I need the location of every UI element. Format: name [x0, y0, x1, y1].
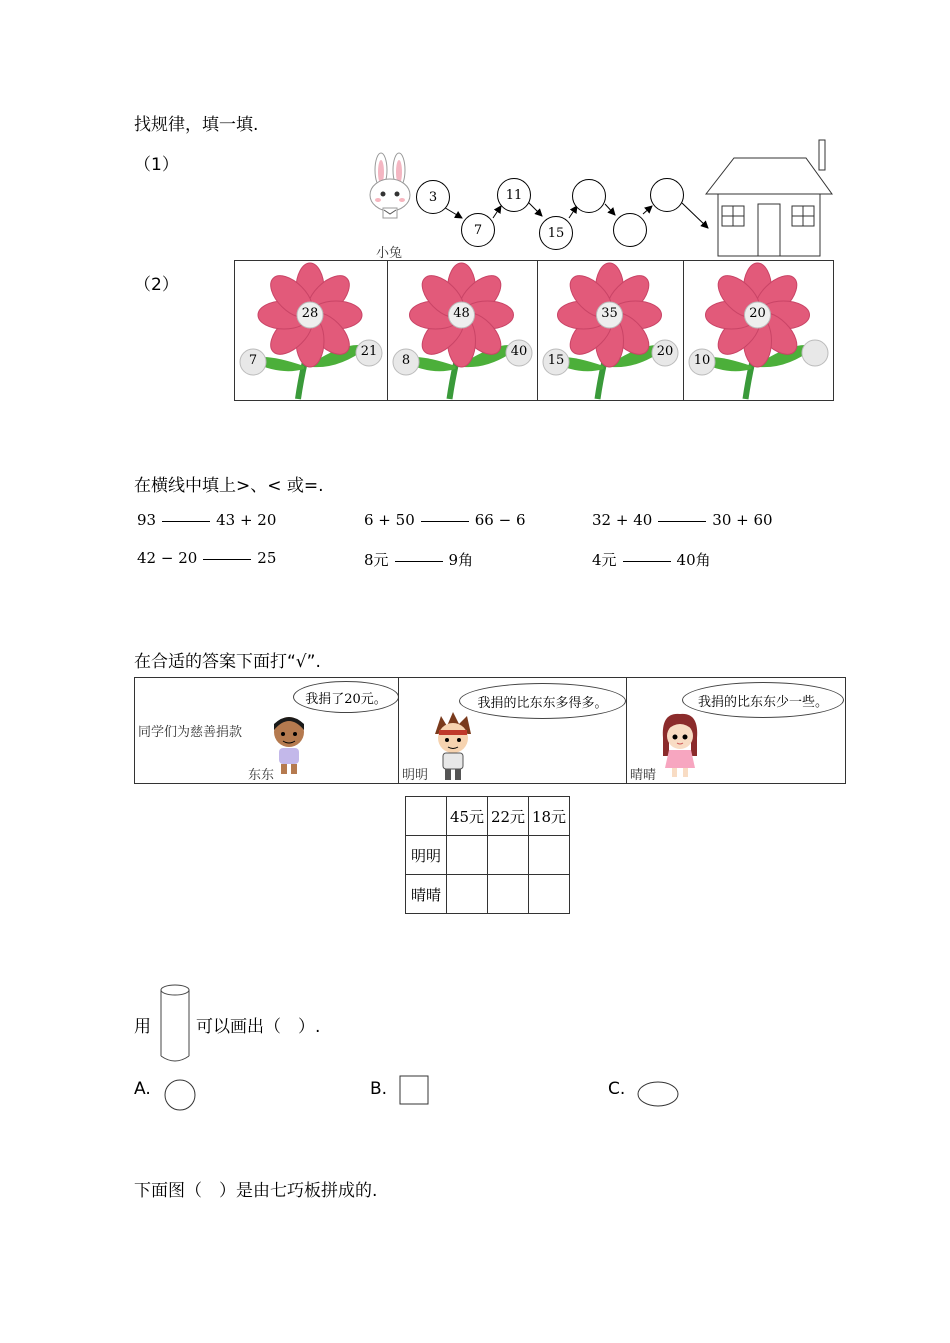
flower-icon	[388, 261, 539, 402]
compare-item-2	[364, 511, 526, 529]
compare-right: 40角	[676, 551, 711, 569]
compare-left: 6 + 50	[364, 511, 415, 529]
table-row	[406, 836, 570, 875]
answer-blank[interactable]	[162, 520, 210, 522]
compare-left: 8元	[364, 551, 389, 569]
compare-right: 25	[257, 549, 277, 567]
flower-icon	[235, 261, 389, 402]
answer-blank[interactable]	[658, 520, 706, 522]
flower-right-number: 21	[360, 344, 378, 359]
flower-panel	[387, 260, 538, 401]
answer-cell[interactable]	[529, 836, 570, 875]
table-header: 22元	[488, 797, 529, 836]
cylinder-icon	[158, 982, 192, 1064]
flower-right-number: 40	[510, 344, 528, 359]
sequence-circle[interactable]	[650, 178, 684, 212]
circle-shape-icon[interactable]	[163, 1078, 197, 1112]
panel-dongdong	[134, 677, 399, 784]
flower-right-number: 20	[656, 344, 674, 359]
flower-center-number: 20	[749, 306, 766, 321]
name-dongdong: 东东	[248, 768, 275, 783]
compare-item-6	[592, 549, 711, 570]
table-header: 45元	[447, 797, 488, 836]
compare-left: 32 + 40	[592, 511, 653, 529]
flower-left-number: 10	[693, 353, 711, 368]
row-label: 晴晴	[406, 875, 447, 914]
compare-left: 4元	[592, 551, 617, 569]
answer-cell[interactable]	[447, 875, 488, 914]
table-header: 18元	[529, 797, 570, 836]
flower-icon	[538, 261, 685, 402]
q2-title: 在横线中填上>、< 或=.	[134, 476, 324, 496]
panel-mingming	[398, 677, 627, 784]
sequence-circle[interactable]	[572, 179, 606, 213]
answer-cell[interactable]	[529, 875, 570, 914]
house-icon	[704, 138, 836, 258]
answer-cell[interactable]	[488, 875, 529, 914]
answer-blank[interactable]	[395, 560, 443, 562]
sequence-circle: 7	[461, 213, 495, 247]
option-a-label[interactable]: A.	[134, 1079, 151, 1099]
answer-blank[interactable]	[421, 520, 469, 522]
compare-right: 9角	[448, 551, 474, 569]
answer-cell[interactable]	[447, 836, 488, 875]
name-qingqing: 晴晴	[630, 768, 657, 783]
flower-center-number: 35	[601, 306, 618, 321]
q4-prefix: 用	[134, 1017, 151, 1037]
flower-center-number: 28	[301, 306, 319, 321]
flower-panel	[537, 260, 684, 401]
q1-part1-label: （1）	[134, 155, 179, 175]
flower-panel	[234, 260, 388, 401]
sequence-circle: 11	[497, 178, 531, 212]
boy-dongdong-icon	[269, 712, 309, 776]
compare-left: 42 − 20	[137, 549, 198, 567]
option-c-label[interactable]: C.	[608, 1079, 626, 1099]
compare-left: 93	[137, 511, 157, 529]
flower-left-number: 15	[547, 353, 565, 368]
flower-center-number: 48	[453, 306, 470, 321]
name-mingming: 明明	[402, 768, 429, 783]
compare-item-1	[137, 511, 276, 529]
compare-item-4	[137, 549, 276, 567]
flower-panel	[683, 260, 834, 401]
q3-title: 在合适的答案下面打“√”.	[134, 652, 321, 672]
panel-caption: 同学们为慈善捐款	[138, 725, 243, 740]
flower-icon	[684, 261, 835, 402]
compare-right: 66 − 6	[474, 511, 526, 529]
compare-right: 43 + 20	[216, 511, 277, 529]
q1-title: 找规律，填一填.	[134, 115, 259, 135]
panel-qingqing	[626, 677, 846, 784]
speech-bubble: 我捐的比东东多得多。	[459, 683, 626, 719]
row-label: 明明	[406, 836, 447, 875]
table-row	[406, 875, 570, 914]
answer-table	[405, 796, 570, 914]
speech-bubble: 我捐的比东东少一些。	[682, 682, 844, 718]
speech-bubble: 我捐了20元。	[293, 681, 399, 713]
compare-right: 30 + 60	[712, 511, 773, 529]
option-b-label[interactable]: B.	[370, 1079, 388, 1099]
rabbit-caption: 小兔	[376, 246, 403, 261]
answer-blank[interactable]	[203, 558, 251, 560]
q4-suffix: 可以画出（ ）.	[196, 1017, 321, 1037]
flower-left-number: 8	[401, 353, 411, 368]
table-header-row	[406, 797, 570, 836]
boy-mingming-icon	[431, 712, 475, 782]
square-shape-icon[interactable]	[399, 1075, 431, 1107]
table-header	[406, 797, 447, 836]
q1-part2-label: （2）	[134, 275, 179, 295]
compare-item-5	[364, 549, 473, 570]
compare-item-3	[592, 511, 773, 529]
girl-qingqing-icon	[659, 712, 701, 778]
flower-left-number: 7	[248, 353, 258, 368]
answer-cell[interactable]	[488, 836, 529, 875]
answer-blank[interactable]	[623, 560, 671, 562]
q5-title: 下面图（ ）是由七巧板拼成的.	[134, 1181, 378, 1201]
sequence-circle: 3	[416, 180, 450, 214]
oval-shape-icon[interactable]	[636, 1080, 680, 1108]
sequence-circle[interactable]	[613, 213, 647, 247]
sequence-circle: 15	[539, 216, 573, 250]
